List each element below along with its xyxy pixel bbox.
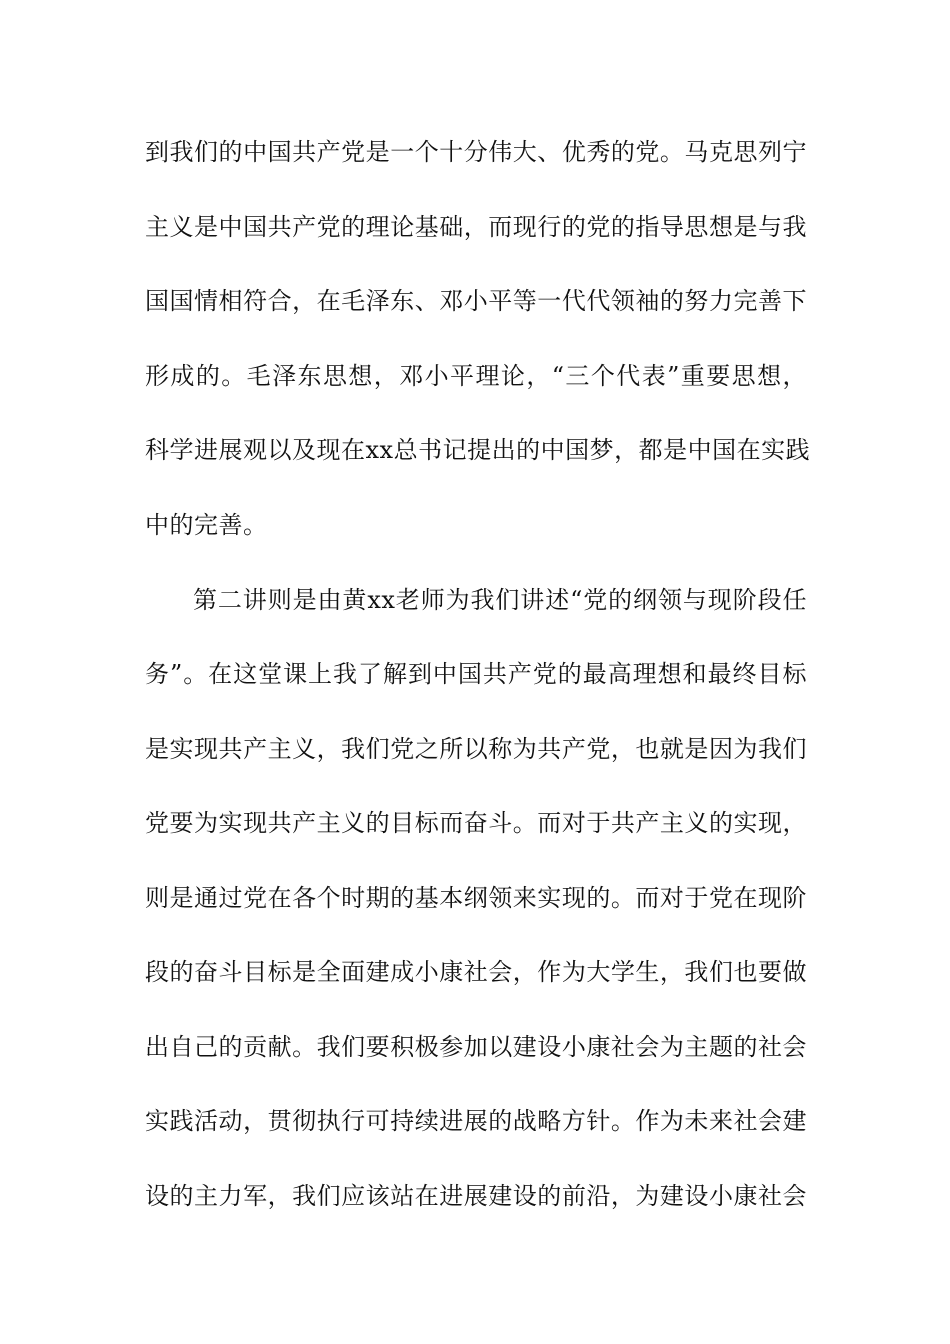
text-line: 主义是中国共产党的理论基础，而现行的党的指导思想是与我 bbox=[145, 213, 807, 241]
text-line: 科学进展观以及现在xx总书记提出的中国梦，都是中国在实践 bbox=[145, 436, 811, 464]
text-line: 出自己的贡献。我们要积极参加以建设小康社会为主题的社会 bbox=[145, 1033, 807, 1061]
text-line: 国国情相符合，在毛泽东、邓小平等一代代领袖的努力完善下 bbox=[145, 287, 807, 315]
text-line: 中的完善。 bbox=[145, 511, 268, 539]
text-line: 实践活动，贯彻执行可持续进展的战略方针。作为未来社会建 bbox=[145, 1107, 807, 1135]
text-line: 则是通过党在各个时期的基本纲领来实现的。而对于党在现阶 bbox=[145, 884, 807, 912]
text-line: 党要为实现共产主义的目标而奋斗。而对于共产主义的实现， bbox=[145, 809, 807, 837]
text-line: 务”。在这堂课上我了解到中国共产党的最高理想和最终目标 bbox=[145, 660, 807, 688]
text-line: 段的奋斗目标是全面建成小康社会，作为大学生，我们也要做 bbox=[145, 958, 807, 986]
text-line: 第二讲则是由黄xx老师为我们讲述“党的纲领与现阶段任 bbox=[193, 586, 807, 614]
text-line: 是实现共产主义，我们党之所以称为共产党，也就是因为我们 bbox=[145, 735, 807, 763]
text-line: 形成的。毛泽东思想，邓小平理论，“三个代表”重要思想， bbox=[145, 362, 807, 390]
text-line: 到我们的中国共产党是一个十分伟大、优秀的党。马克思列宁 bbox=[145, 138, 807, 166]
text-line: 设的主力军，我们应该站在进展建设的前沿，为建设小康社会 bbox=[145, 1182, 807, 1210]
